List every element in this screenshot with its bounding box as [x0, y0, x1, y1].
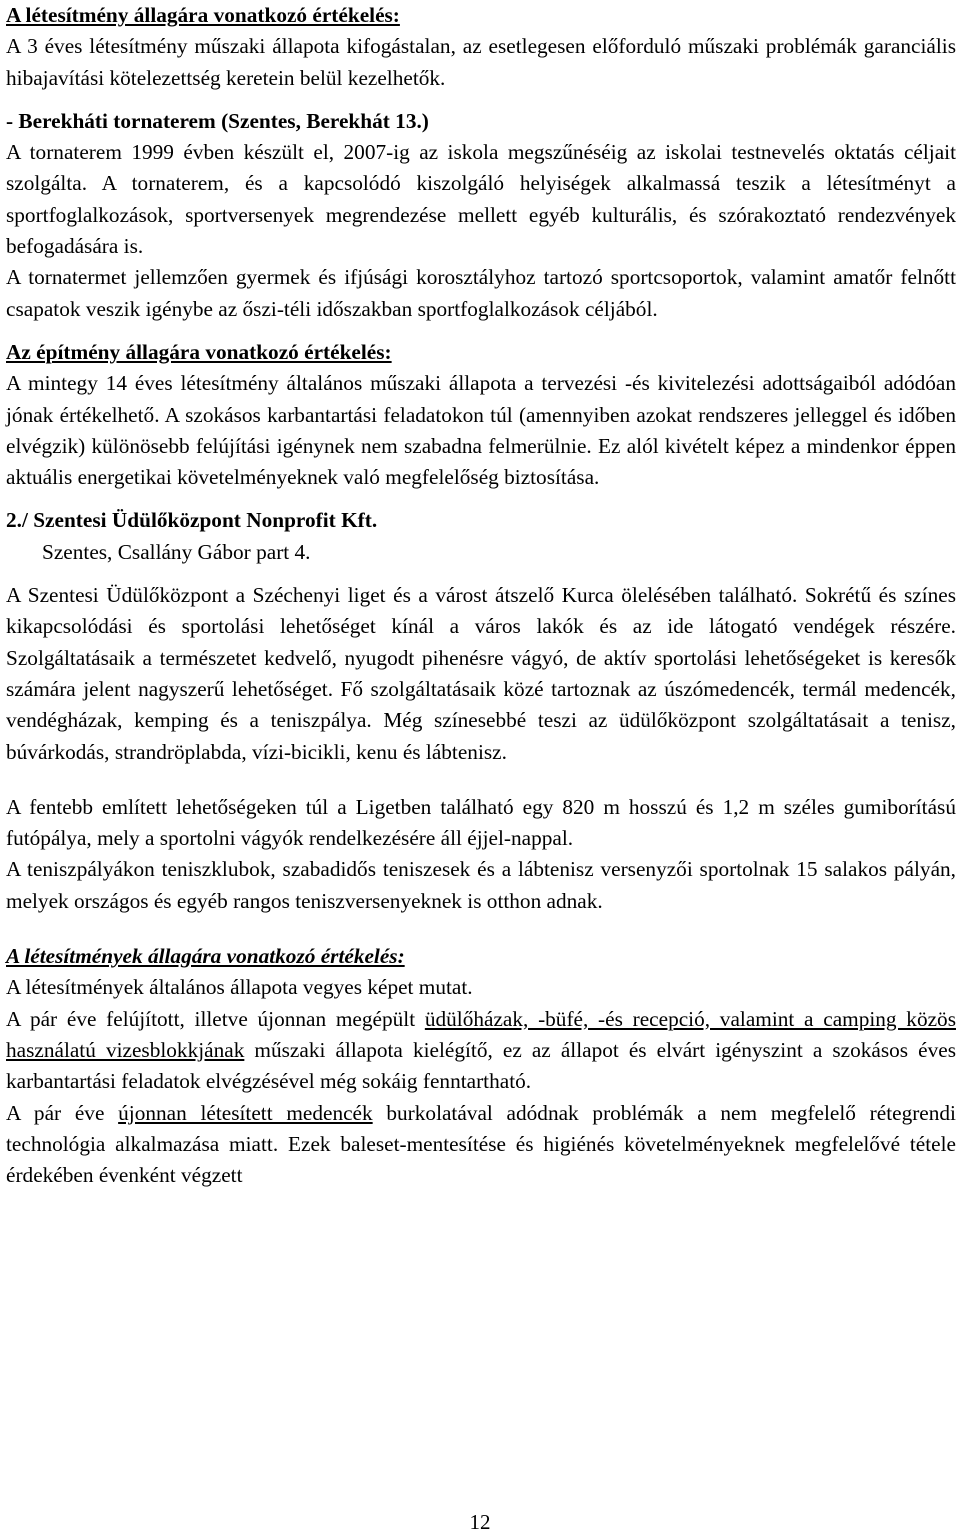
paragraph-running-track: A fentebb említett lehetőségeken túl a Ligetben található egy 820 m hosszú és 1,2 m széles gumiborítású futópálya, mely a sportolni vágyók rendelkezésére áll éjjel-nappal. — [6, 794, 956, 851]
paragraph-resort-description: A Szentesi Üdülőközpont a Széchenyi liget és a várost átszelő Kurca ölelésében található. Sokrétű és színes kikapcsolódási és sportolási lehetőséget kínál a város lakók és az ide látogató vendégek részére. Szolgáltatásaik a természetet kedvelő, nyugodt pihenésre vágyó, de aktív sportolási lehetőségeket is keresők számára jelent nagyszerű lehetőséget. Fő szolgáltatásaik közé tartoznak az úszómedencék, termál medencék, vendégházak, kemping és a teniszpálya. Még színesebbé teszi az üdülőközpont szolgáltatásait a tenisz, búvárkodás, strandröplabda, vízi-bicikli, kenu és lábtenisz. — [6, 583, 956, 764]
section-heading-building-condition: Az építmény állagára vonatkozó értékelés: — [6, 339, 392, 364]
address-line: Szentes, Csallány Gábor part 4. — [42, 539, 311, 564]
underlined-text-run: üdülőházak, -büfé, -és recepció, valamint a camping közös használatú vizesblokkjának — [6, 1006, 956, 1062]
text-run: A pár éve — [6, 1100, 119, 1125]
paragraph-facility-condition: A 3 éves létesítmény műszaki állapota kifogástalan, az esetlegesen előforduló műszaki problémák garanciális hibajavítási kötelezettség keretein belül kezelhetők. — [6, 34, 956, 90]
paragraph-new-pools — [6, 1098, 956, 1192]
page-number: 12 — [469, 1510, 491, 1534]
underlined-text-run: újonnan létesített medencék — [118, 1100, 373, 1125]
paragraph-tennis-courts: A teniszpályákon teniszklubok, szabadidős teniszesek és a lábtenisz versenyzői sportolnak 15 salakos pályán, melyek országos és egyéb rangos teniszversenyeknek is otthon adnak. — [6, 857, 956, 913]
text-run: A pár éve felújított, illetve újonnan megépült — [6, 1006, 425, 1031]
paragraph-gym-users: A tornatermet jellemzően gyermek és ifjúsági korosztályhoz tartozó sportcsoportok, valamint amatőr felnőtt csapatok veszik igénybe az őszi-téli időszakban sportfoglalkozások céljából. — [6, 265, 956, 321]
section-heading-facility-condition: A létesítmény állagára vonatkozó értékelés: — [6, 3, 400, 27]
paragraph-building-condition: A mintegy 14 éves létesítmény általános műszaki állapota a tervezési -és kivitelezési adottságaiból adódóan jónak értékelhető. A szokásos karbantartási feladatokon túl (amennyiben azokat rendszeres jelleggel és időben elvégzik) különösebb felújítási igénynek nem szabadna felmerülnie. Ez alól kivételt képez a mindenkor éppen aktuális energetikai követelményeknek való megfelelőség biztosítása. — [6, 371, 956, 490]
paragraph-gym-history: A tornaterem 1999 évben készült el, 2007-ig az iskola megszűnéséig az iskolai testnevelés oktatás céljait szolgálta. A tornaterem, és a kapcsolódó kiszolgáló helyiségek alkalmassá teszik a létesítményt a sportfoglalkozások, sportversenyek megrendezése mellett egyéb kulturális, és szórakoztató rendezvények befogadására is. — [6, 140, 956, 259]
subheading-berekhati-gym: - Berekháti tornaterem (Szentes, Berekhát 13.) — [6, 108, 429, 133]
paragraph-renovated-buildings — [6, 1004, 956, 1098]
text-run: burkolatával adódnak problémák a nem megfelelő rétegrendi technológia alkalmazása miatt. Ezek baleset-mentesítése és higiénés követelményeknek megfelelővé tétele érdekében évenként végzett — [6, 1100, 956, 1188]
section-title-udulokozpont: 2./ Szentesi Üdülőközpont Nonprofit Kft. — [6, 508, 378, 533]
document-page — [6, 0, 956, 1191]
paragraph-facilities-general: A létesítmények általános állapota vegyes képet mutat. — [6, 975, 473, 1000]
text-run: műszaki állapota kielégítő, ez az állapot és elvárt igényszint a szokásos éves karbantartási feladatok elvégzésével még sokáig fenntartható. — [6, 1037, 956, 1094]
section-heading-facilities-condition: A létesítmények állagára vonatkozó értékelés: — [6, 944, 405, 969]
